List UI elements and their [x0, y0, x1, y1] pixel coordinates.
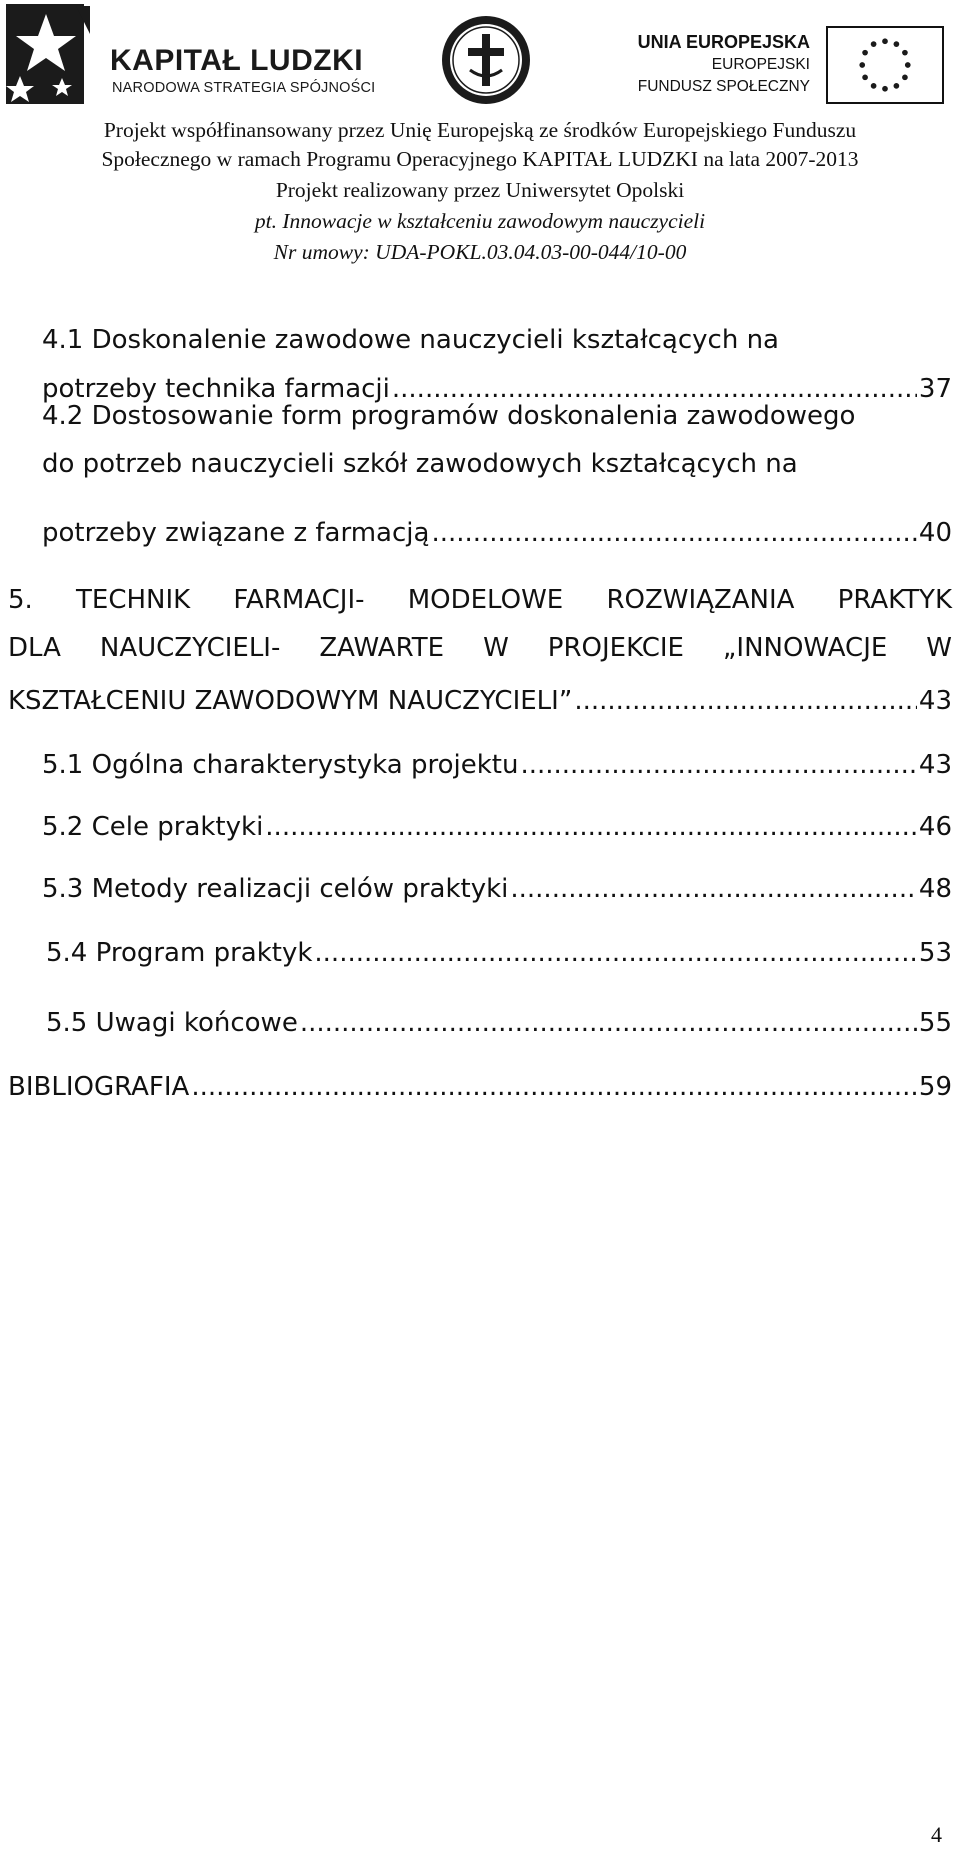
kapital-ludzki-subtitle: NARODOWA STRATEGIA SPÓJNOŚCI — [112, 80, 376, 96]
toc-leader-dots — [300, 1008, 917, 1038]
toc-page-number: 46 — [918, 812, 952, 842]
toc-leader-dots — [265, 812, 917, 842]
toc-page-number: 59 — [918, 1072, 952, 1102]
toc-page-number: 48 — [918, 874, 952, 904]
toc-leader-dots — [574, 686, 917, 716]
toc-entry-title: potrzeby technika farmacji — [42, 374, 390, 404]
project-line-4: pt. Innowacje w kształceniu zawodowym nauczycieli — [254, 209, 706, 233]
toc-entry-4-2-line2: do potrzeb nauczycieli szkół zawodowych kształcących na — [42, 449, 798, 479]
project-line-2: Społecznego w ramach Programu Operacyjnego KAPITAŁ LUDZKI na lata 2007-2013 — [101, 147, 859, 171]
toc-leader-dots — [431, 518, 916, 548]
toc-page-number: 37 — [918, 374, 952, 404]
toc-entry-bibliografia[interactable] — [8, 1072, 952, 1102]
toc-entry-5-2[interactable] — [42, 812, 952, 842]
project-line-3: Projekt realizowany przez Uniwersytet Opolski — [275, 178, 685, 202]
toc-entry-title: 5.5 Uwagi końcowe — [46, 1008, 298, 1038]
toc-page-number: 40 — [918, 518, 952, 548]
toc-leader-dots — [314, 938, 917, 968]
toc-entry-4-2-line1: 4.2 Dostosowanie form programów doskonalenia zawodowego — [42, 401, 856, 431]
toc-entry-title: KSZTAŁCENIU ZAWODOWYM NAUCZYCIELI” — [8, 686, 573, 716]
toc-entry-5-1[interactable] — [42, 750, 952, 780]
toc-page-number: 53 — [918, 938, 952, 968]
toc-entry-title: potrzeby związane z farmacją — [42, 518, 430, 548]
eu-fund-line1: EUROPEJSKI — [711, 56, 810, 73]
page-number: 4 — [931, 1822, 942, 1847]
project-line-1: Projekt współfinansowany przez Unię Europejską ze środków Europejskiego Funduszu — [103, 118, 857, 142]
toc-entry-title: 5.1 Ogólna charakterystyka projektu — [42, 750, 519, 780]
project-line-5: Nr umowy: UDA-POKL.03.04.03-00-044/10-00 — [273, 240, 687, 264]
toc-page-number: 43 — [918, 750, 952, 780]
toc-entry-title: 5.2 Cele praktyki — [42, 812, 264, 842]
toc-entry-title: BIBLIOGRAFIA — [8, 1072, 190, 1102]
toc-page-number: 43 — [918, 686, 952, 716]
eu-title: UNIA EUROPEJSKA — [637, 32, 810, 52]
toc-entry-4-2[interactable] — [42, 518, 952, 548]
toc-leader-dots — [510, 874, 917, 904]
kapital-ludzki-title: KAPITAŁ LUDZKI — [110, 44, 364, 77]
toc-entry-5-4[interactable] — [46, 938, 952, 968]
toc-entry-5[interactable] — [8, 686, 952, 716]
toc-leader-dots — [191, 1072, 917, 1102]
toc-page-number: 55 — [918, 1008, 952, 1038]
toc-entry-5-line2: DLA NAUCZYCIELI- ZAWARTE W PROJEKCIE „INNOWACJE W — [8, 633, 952, 663]
toc-leader-dots — [520, 750, 916, 780]
toc-entry-title: 5.3 Metody realizacji celów praktyki — [42, 874, 509, 904]
star-emblem-icon — [6, 4, 90, 104]
toc-entry-5-3[interactable] — [42, 874, 952, 904]
eu-flag-icon — [826, 26, 944, 104]
eu-logo — [604, 26, 944, 106]
toc-entry-4-1-line1: 4.1 Doskonalenie zawodowe nauczycieli kształcących na — [42, 325, 779, 355]
university-seal-icon — [440, 14, 532, 106]
kapital-ludzki-logo — [6, 4, 376, 104]
toc-entry-5-5[interactable] — [46, 1008, 952, 1038]
toc-entry-title: 5.4 Program praktyk — [46, 938, 313, 968]
toc-entry-5-line1: 5. TECHNIK FARMACJI- MODELOWE ROZWIĄZANIA PRAKTYK — [8, 585, 952, 615]
eu-fund-line2: FUNDUSZ SPOŁECZNY — [637, 78, 810, 95]
